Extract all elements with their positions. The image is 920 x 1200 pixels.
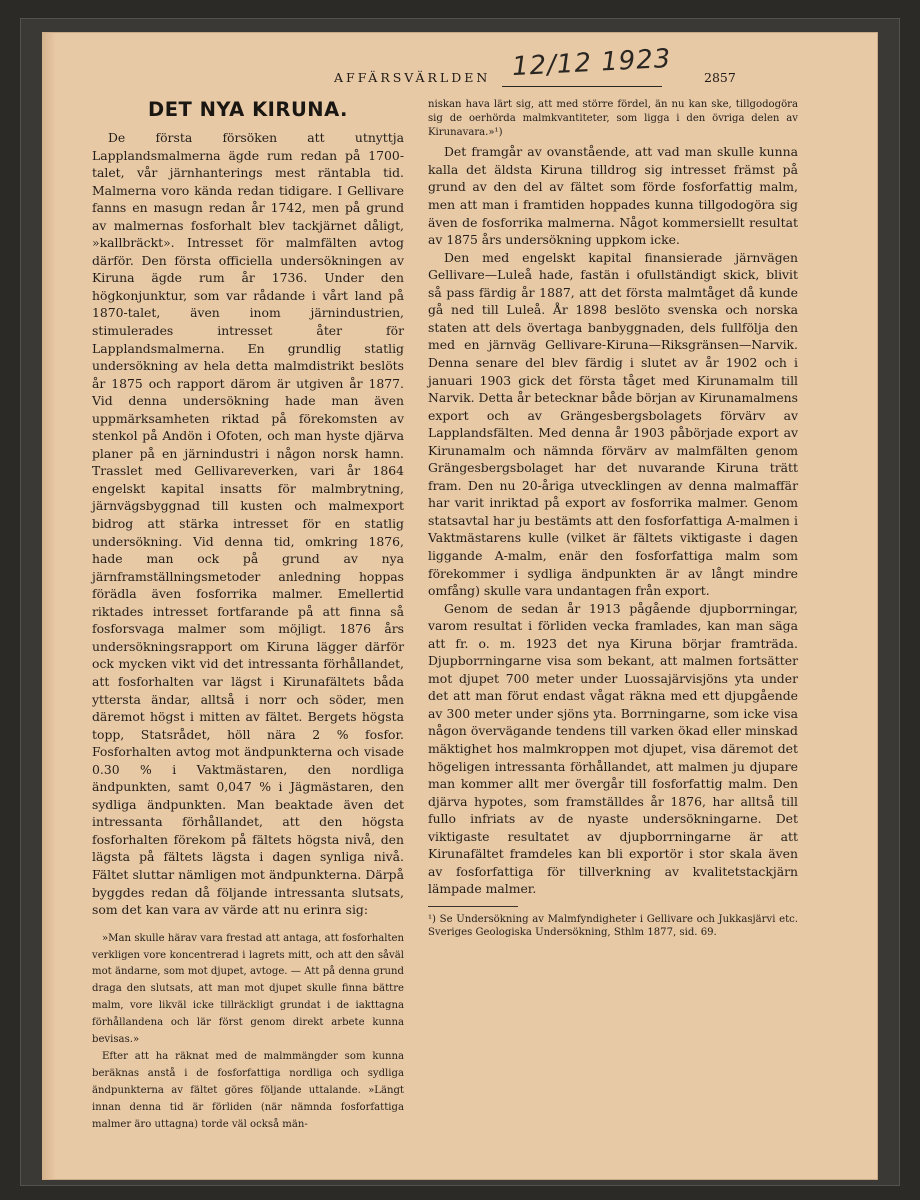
right-paragraph-2: Den med engelskt kapital finansierade järnvägen Gellivare—Luleå hade, fastän i ofullständigt skick, blivit så pass färdig år 1887, att det första malmtåget då kunde gå ned till Luleå. År 1898 beslöto svenska och norska staten att dels övertaga banbyggnaden, dels fullfölja den med en järnväg Gellivare-Kiruna—Riksgränsen—Narvik. Denna senare del blev färdig i slutet av år 1902 och i januari 1903 gick det första tåget med Kirunamalm till Narvik. Detta år betecknar både början av Kirunamalmens export och av Grängesbergsbolagets förvärv av Lapplandsfälten. Med denna år 1903 påbörjade export av Kirunamalm och nämnda förvärv av malmfälten genom Grängesbergsbolaget har det nuvarande Kiruna trätt fram. Den nu 20-åriga utvecklingen av denna malmaffär har varit inriktad på export av fosforrika malmer. Genom statsavtal har ju bestämts att den fosforfattiga A-malmen i Vaktmästarens kulle (vilket är fältets viktigaste i dagen liggande A-malm, enär den fosforfattiga malm som förekommer i sydliga ändpunkten är av långt mindre omfång) skulle vara undantagen från export. — [428, 249, 798, 599]
left-paragraph-1: De första försöken att utnyttja Lapplandsmalmerna ägde rum redan på 1700-talet, vår järnhanterings mest räntabla tid. Malmerna voro kända redan tidigare. I Gellivare fanns en masugn redan år 1742, men på grund av malmernas fosforhalt blev tackjärnet dåligt, »kallbräckt». Intresset för malmfälten avtog därför. Den första officiella undersökningen av Kiruna ägde rum år 1736. Under den högkonjunktur, som var rådande i vårt land på 1870-talet, även inom järnindustrien, stimulerades intresset åter för Lapplandsmalmerna. En grundlig statlig undersökning av hela detta malmdistrikt beslöts år 1875 och rapport därom är utgiven år 1877. Vid denna undersökning hade man även uppmärksamheten riktad på förekomsten av stenkol på Andön i Ofoten, och man hyste djärva planer på en järnindustri i någon norsk hamn. Trasslet med Gellivareverken, vari år 1864 engelskt kapital insatts för malmbrytning, järnvägsbyggnad till kusten och malmexport bidrog att stärka intresset för en statlig undersökning. Vid denna tid, omkring 1876, hade man ock på grund av nya järnframställningsmetoder anledning hoppas förädla även fosforrika malmer. Emellertid riktades intresset fortfarande på att finna så fosforsvaga malmer som möjligt. 1876 års undersökningsrapport om Kiruna lägger därför ock mycken vikt vid det intressanta förhållandet, att fosforhalten var lägst i Kirunafältets båda yttersta ändar, alltså i norr och söder, men däremot högst i mitten av fältet. Bergets högsta topp, Statsrådet, höll nära 2 % fosfor. Fosforhalten avtog mot ändpunkterna och visade 0.30 % i Vaktmästaren, den nordliga ändpunkten, samt 0,047 % i Jägmästaren, den sydliga ändpunkten. Man beaktade även det intressanta förhållandet, att den högsta fosforhalten förekom på fältets högsta nivå, den lägsta på fältets lägsta i dagen synliga nivå. Fältet sluttar nämligen mot ändpunkterna. Därpå byggdes redan då följande intressanta slutsats, som det kan vara av värde att nu erinra sig: — [92, 130, 404, 918]
quote-block-2: Efter att ha räknat med de malmmängder som kunna beräknas anstå i de fosforfattiga nordliga och sydliga ändpunkterna av fältet göres följande uttalande. »Längt innan denna tid är förliden (när nämnda fosforfattiga malmer äro uttagna) torde väl också män- — [92, 1050, 404, 1130]
left-column — [92, 98, 404, 1133]
article-title: DET NYA KIRUNA. — [148, 98, 348, 121]
quote-block-1: »Man skulle härav vara frestad att antaga, att fosforhalten verkligen vore koncentrerad i lagrets mitt, och att den såväl mot ändarne, som mot djupet, avtoge. — Att på denna grund draga den slutsats, att man mot djupet skulle finna bättre malm, vore likväl icke tillräckligt grundat i de iakttagna förhållandena och lär först genom direkt arbete kunna bevisas.» — [92, 932, 404, 1046]
page-number: 2857 — [704, 70, 736, 85]
right-paragraph-3: Genom de sedan år 1913 pågående djupborrningar, varom resultat i förliden vecka framlades, kan man säga att fr. o. m. 1923 det nya Kiruna börjar framträda. Djupborrningarne visa som bekant, att malmen fortsätter mot djupet 700 meter under Luossajärvisjöns yta under det att man förut endast vågat räkna med ett djupgående av 300 meter under sjöns yta. Borrningarne, som icke visa någon övervägande tendens till varken ökad eller minskad mäktighet hos malmkroppen mot djupet, visa däremot det högeligen intressanta förhållandet, att malmen ju djupare man kommer allt mer övergår till fosforfattig malm. Den djärva hypotes, som framställdes år 1876, har alltså till fullo infriats av de nyaste undersökningarne. Det viktigaste resultatet av djupborrningarne är att Kirunafältet framdeles kan bli exportör i stor skala även av fosforfattiga för tillverkning av kvalitetstackjärn lämpade malmer. — [428, 600, 798, 897]
right-column — [428, 98, 798, 940]
newspaper-page — [42, 32, 878, 1180]
handwritten-date: 12/12 1923 — [511, 43, 673, 83]
journal-name: AFFÄRSVÄRLDEN — [334, 70, 491, 85]
right-paragraph-1: Det framgår av ovanstående, att vad man skulle kunna kalla det äldsta Kiruna tilldrog sig intresset främst på grund av den del av fältet som förde fosforfattig malm, men att man i framtiden hoppades kunna tillgodogöra sig även de fosforrika malmerna. Något kommersiellt resultat av 1875 års undersökning uppkom icke. — [428, 144, 798, 248]
footnote: ¹) Se Undersökning av Malmfyndigheter i Gellivare och Jukkasjärvi etc. Sveriges Geologiska Undersökning, Sthlm 1877, sid. 69. — [428, 913, 798, 939]
quote-continuation: niskan hava lärt sig, att med större fördel, än nu kan ske, tillgodogöra sig de oerhörda malmkvantiteter, som ligga i den övriga delen av Kirunavara.»¹) — [428, 99, 798, 138]
date-underline — [502, 86, 662, 87]
running-head — [42, 43, 878, 92]
footnote-divider — [428, 906, 518, 907]
